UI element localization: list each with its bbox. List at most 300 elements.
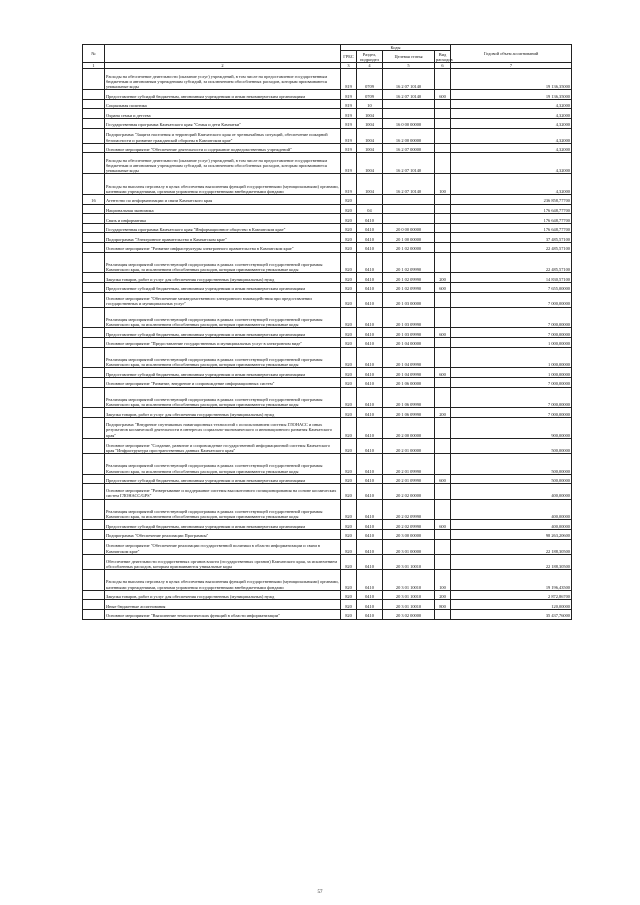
row-sum: 35 437,76000 <box>451 609 572 619</box>
row-grbs: 820 <box>341 214 357 224</box>
row-grbs: 820 <box>341 292 357 307</box>
row-vid <box>435 153 451 174</box>
row-razdel: 0410 <box>357 328 383 338</box>
row-sum: 4,32000 <box>451 109 572 119</box>
row-number <box>83 214 105 224</box>
row-razdel: 0410 <box>357 590 383 600</box>
row-grbs: 820 <box>341 539 357 554</box>
row-target <box>383 214 435 224</box>
row-vid: 200 <box>435 273 451 283</box>
row-grbs: 820 <box>341 307 357 328</box>
table-row <box>83 109 572 119</box>
row-name: Закупка товаров, работ и услуг для обеспечения государственных (муниципальных) нужд <box>105 273 341 283</box>
table-row <box>83 214 572 224</box>
row-grbs: 820 <box>341 454 357 475</box>
table-row <box>83 418 572 439</box>
index-cell: 2 <box>105 63 341 69</box>
row-vid: 600 <box>435 520 451 530</box>
row-sum: 7 655,00000 <box>451 282 572 292</box>
row-sum: 4,32000 <box>451 153 572 174</box>
table-row <box>83 242 572 252</box>
row-grbs: 820 <box>341 223 357 233</box>
index-cell: 1 <box>83 63 105 69</box>
row-sum: 1 000,00000 <box>451 338 572 348</box>
row-number <box>83 90 105 100</box>
row-vid <box>435 233 451 243</box>
row-razdel: 1004 <box>357 153 383 174</box>
row-target <box>383 99 435 109</box>
row-grbs: 819 <box>341 153 357 174</box>
row-number <box>83 530 105 540</box>
table-row <box>83 438 572 453</box>
row-target: 20 2 02 00000 <box>383 484 435 499</box>
row-razdel: 0410 <box>357 609 383 619</box>
row-razdel: 0410 <box>357 273 383 283</box>
row-number <box>83 418 105 439</box>
row-vid <box>435 418 451 439</box>
table-row <box>83 174 572 195</box>
row-number <box>83 99 105 109</box>
table-row <box>83 223 572 233</box>
index-cell: 7 <box>451 63 572 69</box>
table-row <box>83 273 572 283</box>
table-row <box>83 143 572 153</box>
row-vid: 600 <box>435 90 451 100</box>
row-target: 20 1 06 09990 <box>383 408 435 418</box>
row-name: Связь и информатика <box>105 214 341 224</box>
row-vid <box>435 378 451 388</box>
row-name: Предоставление субсидий бюджетным, автономным учреждениям и иным некоммерческим организациям <box>105 282 341 292</box>
header-name <box>105 45 341 63</box>
row-razdel: 0410 <box>357 252 383 273</box>
row-number <box>83 609 105 619</box>
row-vid <box>435 609 451 619</box>
table-row <box>83 590 572 600</box>
row-razdel: 0410 <box>357 378 383 388</box>
row-grbs: 820 <box>341 368 357 378</box>
row-name: Закупка товаров, работ и услуг для обеспечения государственных (муниципальных) нужд <box>105 408 341 418</box>
row-number <box>83 484 105 499</box>
row-razdel: 0410 <box>357 387 383 408</box>
row-number <box>83 520 105 530</box>
row-target: 20 1 02 09990 <box>383 282 435 292</box>
table-row <box>83 554 572 569</box>
table-row <box>83 233 572 243</box>
row-sum: 4,32000 <box>451 118 572 128</box>
table-row <box>83 328 572 338</box>
row-target: 20 1 03 09990 <box>383 328 435 338</box>
row-razdel: 1004 <box>357 118 383 128</box>
row-grbs: 819 <box>341 143 357 153</box>
row-sum: 120,00000 <box>451 600 572 610</box>
row-vid <box>435 242 451 252</box>
row-grbs: 819 <box>341 128 357 143</box>
row-sum: 176 648,77700 <box>451 204 572 214</box>
row-grbs: 820 <box>341 484 357 499</box>
row-number <box>83 387 105 408</box>
row-razdel: 0410 <box>357 539 383 554</box>
header-grbs: ГРБС <box>341 51 357 63</box>
row-target: 20 3 01 00000 <box>383 539 435 554</box>
row-sum: 22 188,30500 <box>451 554 572 569</box>
row-sum: 7 000,00000 <box>451 387 572 408</box>
table-row <box>83 118 572 128</box>
row-grbs: 819 <box>341 109 357 119</box>
row-name: Реализация мероприятий соответствующей подпрограммы в рамках соответствующей государственной программы Камчатского края, за исключением обособленных расходов, которым присваиваются уникальные коды <box>105 307 341 328</box>
index-cell: 6 <box>435 63 451 69</box>
row-grbs: 820 <box>341 408 357 418</box>
table-row <box>83 90 572 100</box>
table-row <box>83 609 572 619</box>
row-name: Предоставление субсидий бюджетным, автономным учреждениям и иным некоммерческим организациям <box>105 368 341 378</box>
row-target: 16 2 00 00000 <box>383 128 435 143</box>
table-row <box>83 408 572 418</box>
table-row <box>83 99 572 109</box>
row-sum: 4,32000 <box>451 143 572 153</box>
row-grbs: 820 <box>341 520 357 530</box>
table-row <box>83 474 572 484</box>
row-sum: 1 000,00000 <box>451 368 572 378</box>
row-sum: 900,00000 <box>451 418 572 439</box>
row-name: Иные бюджетные ассигнования <box>105 600 341 610</box>
table-row <box>83 520 572 530</box>
row-target: 20 3 01 10010 <box>383 600 435 610</box>
row-sum: 500,00000 <box>451 474 572 484</box>
row-razdel: 1004 <box>357 128 383 143</box>
row-grbs: 820 <box>341 569 357 590</box>
row-razdel: 0410 <box>357 338 383 348</box>
row-target: 20 2 02 09990 <box>383 499 435 520</box>
row-number <box>83 569 105 590</box>
row-name: Социальная политика <box>105 99 341 109</box>
row-grbs: 820 <box>341 347 357 368</box>
row-vid <box>435 223 451 233</box>
row-name: Реализация мероприятий соответствующей подпрограммы в рамках соответствующей государственной программы Камчатского края, за исключением обособленных расходов, которым присваиваются уникальные коды <box>105 347 341 368</box>
row-target: 20 2 01 09990 <box>383 474 435 484</box>
row-target: 20 1 04 09990 <box>383 347 435 368</box>
row-grbs: 820 <box>341 204 357 214</box>
row-sum: 176 648,77700 <box>451 223 572 233</box>
row-target: 20 3 01 10010 <box>383 554 435 569</box>
row-number <box>83 118 105 128</box>
row-grbs: 820 <box>341 328 357 338</box>
row-vid <box>435 204 451 214</box>
row-sum: 500,00000 <box>451 438 572 453</box>
row-vid <box>435 539 451 554</box>
row-razdel: 0410 <box>357 408 383 418</box>
row-name: Реализация мероприятий соответствующей подпрограммы в рамках соответствующей государственной программы Камчатского края, за исключением обособленных расходов, которым присваиваются уникальные коды <box>105 454 341 475</box>
row-number <box>83 69 105 90</box>
row-vid <box>435 109 451 119</box>
row-grbs: 819 <box>341 99 357 109</box>
row-sum: 98 263,20600 <box>451 530 572 540</box>
row-name: Национальная экономика <box>105 204 341 214</box>
row-razdel: 0410 <box>357 474 383 484</box>
row-vid <box>435 128 451 143</box>
row-name: Основное мероприятие "Создание, развитие и сопровождение государственной информационной системы Камчатского края "Инфраструктура пространственных данных Камчатского края" <box>105 438 341 453</box>
row-name: Подпрограмма "Электронное правительство в Камчатском крае" <box>105 233 341 243</box>
row-sum: 236 858,77700 <box>451 194 572 204</box>
row-target <box>383 109 435 119</box>
row-target: 20 2 00 00000 <box>383 418 435 439</box>
row-number <box>83 539 105 554</box>
row-name: Расходы на обеспечение деятельности (оказание услуг) учреждений, в том числе на предоставление государственным бюджетным и автономным учреждениям субсидий, за исключением обособленных расходов, которым присваиваются уникальные коды <box>105 153 341 174</box>
row-sum: 19 136,35000 <box>451 90 572 100</box>
row-name: Основное мероприятие "Обеспечение деятельности и содержание подведомственных учреждений" <box>105 143 341 153</box>
row-grbs: 820 <box>341 194 357 204</box>
row-target: 20 1 00 00000 <box>383 233 435 243</box>
row-sum: 37 485,57100 <box>451 233 572 243</box>
row-grbs: 820 <box>341 438 357 453</box>
row-vid: 600 <box>435 328 451 338</box>
row-name: Основное мероприятие "Развертывание и поддержание системы высокоточного позиционирования на основе космических систем ГЛОНАСС/GPS" <box>105 484 341 499</box>
row-sum: 2 872,86700 <box>451 590 572 600</box>
row-sum: 7 000,00000 <box>451 307 572 328</box>
row-razdel: 0410 <box>357 368 383 378</box>
row-razdel: 0410 <box>357 347 383 368</box>
row-grbs: 820 <box>341 418 357 439</box>
table-row <box>83 194 572 204</box>
row-number <box>83 347 105 368</box>
row-razdel: 0410 <box>357 499 383 520</box>
row-razdel: 0410 <box>357 233 383 243</box>
row-vid <box>435 143 451 153</box>
row-grbs: 820 <box>341 609 357 619</box>
index-cell: 5 <box>383 63 435 69</box>
row-name: Основное мероприятие "Обеспечение межведомственного электронного взаимодействия при предоставлении государственных и муниципальных услуг" <box>105 292 341 307</box>
row-number <box>83 307 105 328</box>
row-sum: 19 196,43500 <box>451 569 572 590</box>
row-number <box>83 223 105 233</box>
header-vid: Вид расходов <box>436 51 453 62</box>
row-grbs: 820 <box>341 590 357 600</box>
row-grbs: 819 <box>341 174 357 195</box>
table-row <box>83 368 572 378</box>
row-sum: 1 000,00000 <box>451 347 572 368</box>
row-number <box>83 174 105 195</box>
row-vid <box>435 347 451 368</box>
row-razdel: 0410 <box>357 484 383 499</box>
row-grbs: 820 <box>341 233 357 243</box>
row-number <box>83 338 105 348</box>
row-vid: 100 <box>435 174 451 195</box>
row-vid <box>435 530 451 540</box>
row-sum: 7 000,00000 <box>451 408 572 418</box>
table-row <box>83 307 572 328</box>
index-cell: 4 <box>357 63 383 69</box>
row-grbs: 820 <box>341 273 357 283</box>
row-vid <box>435 194 451 204</box>
row-grbs: 820 <box>341 600 357 610</box>
header-num: № <box>83 45 105 63</box>
page-number: 57 <box>317 890 323 895</box>
row-number <box>83 128 105 143</box>
row-grbs: 820 <box>341 338 357 348</box>
row-sum: 7 000,00000 <box>451 292 572 307</box>
row-name: Реализация мероприятий соответствующей подпрограммы в рамках соответствующей государственной программы Камчатского края, за исключением обособленных расходов, которым присваиваются уникальные коды <box>105 387 341 408</box>
row-vid <box>435 69 451 90</box>
row-target: 16 2 07 00000 <box>383 143 435 153</box>
row-name: Реализация мероприятий соответствующей подпрограммы в рамках соответствующей государственной программы Камчатского края, за исключением обособленных расходов, которым присваиваются уникальные коды <box>105 252 341 273</box>
table-row <box>83 569 572 590</box>
row-razdel: 0410 <box>357 530 383 540</box>
row-target: 20 2 01 09990 <box>383 454 435 475</box>
row-name: Основное мероприятие "Обеспечение реализации государственной политики в области информатизации и связи в Камчатском крае" <box>105 539 341 554</box>
row-vid <box>435 338 451 348</box>
row-target: 20 1 02 09990 <box>383 273 435 283</box>
budget-table <box>82 44 572 620</box>
row-target: 20 2 01 00000 <box>383 438 435 453</box>
row-vid <box>435 292 451 307</box>
row-number <box>83 328 105 338</box>
row-number <box>83 153 105 174</box>
row-razdel: 0410 <box>357 438 383 453</box>
row-number <box>83 600 105 610</box>
row-sum: 400,00000 <box>451 484 572 499</box>
row-razdel: 10 <box>357 99 383 109</box>
row-sum: 22 485,57100 <box>451 252 572 273</box>
row-razdel: 0410 <box>357 554 383 569</box>
row-vid: 600 <box>435 282 451 292</box>
row-razdel: 0410 <box>357 282 383 292</box>
row-razdel: 0410 <box>357 214 383 224</box>
table-row <box>83 600 572 610</box>
row-number <box>83 408 105 418</box>
row-target: 20 2 02 09990 <box>383 520 435 530</box>
row-vid: 600 <box>435 474 451 484</box>
row-grbs: 820 <box>341 378 357 388</box>
row-vid <box>435 438 451 453</box>
row-sum: 22 188,30500 <box>451 539 572 554</box>
row-razdel: 1004 <box>357 109 383 119</box>
row-grbs: 820 <box>341 387 357 408</box>
row-sum: 400,00000 <box>451 520 572 530</box>
row-vid: 800 <box>435 600 451 610</box>
row-grbs: 820 <box>341 252 357 273</box>
row-name: Предоставление субсидий бюджетным, автономным учреждениям и иным некоммерческим организациям <box>105 90 341 100</box>
row-grbs: 820 <box>341 242 357 252</box>
row-target: 20 1 03 09990 <box>383 307 435 328</box>
row-name: Основное мероприятие "Развитие инфраструктуры электронного правительства в Камчатском крае" <box>105 242 341 252</box>
row-grbs: 820 <box>341 530 357 540</box>
row-vid: 200 <box>435 408 451 418</box>
row-razdel: 0410 <box>357 600 383 610</box>
row-target <box>383 204 435 214</box>
row-target: 20 1 03 00000 <box>383 292 435 307</box>
table-row <box>83 499 572 520</box>
row-grbs: 820 <box>341 282 357 292</box>
row-target: 20 3 00 00000 <box>383 530 435 540</box>
row-target: 20 0 00 00000 <box>383 223 435 233</box>
row-sum: 19 136,35000 <box>451 69 572 90</box>
row-vid <box>435 499 451 520</box>
table-row <box>83 292 572 307</box>
header-target: Целевая статья <box>383 51 435 63</box>
row-razdel: 04 <box>357 204 383 214</box>
row-number <box>83 204 105 214</box>
row-sum: 7 000,00000 <box>451 328 572 338</box>
row-number <box>83 233 105 243</box>
row-razdel: 0410 <box>357 307 383 328</box>
row-vid: 600 <box>435 368 451 378</box>
row-number <box>83 242 105 252</box>
row-vid <box>435 307 451 328</box>
row-number <box>83 474 105 484</box>
row-razdel: 0410 <box>357 520 383 530</box>
row-number <box>83 368 105 378</box>
table-row <box>83 128 572 143</box>
row-number <box>83 109 105 119</box>
row-sum: 400,00000 <box>451 499 572 520</box>
row-grbs: 820 <box>341 474 357 484</box>
row-vid <box>435 118 451 128</box>
row-razdel: 0410 <box>357 569 383 590</box>
row-name: Охрана семьи и детства <box>105 109 341 119</box>
row-number <box>83 143 105 153</box>
row-name: Предоставление субсидий бюджетным, автономным учреждениям и иным некоммерческим организациям <box>105 520 341 530</box>
row-number <box>83 378 105 388</box>
row-vid <box>435 387 451 408</box>
row-vid: 100 <box>435 569 451 590</box>
row-name: Расходы на выплаты персоналу в целях обеспечения выполнения функций государственными (муниципальными) органами, казенными учреждениями, органами управления государственными внебюджетными фондами <box>105 174 341 195</box>
row-vid <box>435 99 451 109</box>
row-target: 16 2 07 10140 <box>383 153 435 174</box>
row-razdel <box>357 194 383 204</box>
row-razdel: 0709 <box>357 90 383 100</box>
row-sum: 4,32000 <box>451 99 572 109</box>
row-name: Основное мероприятие "Предоставление государственных и муниципальных услуг в электронном виде" <box>105 338 341 348</box>
row-sum: 176 648,77700 <box>451 214 572 224</box>
row-name: Подпрограмма "Внедрение спутниковых навигационных технологий с использованием системы ГЛОНАСС и иных результатов космической деятельности в интересах социально-экономического и инновационного развития Камчатского края" <box>105 418 341 439</box>
header-sum: Годовой объем ассигнований <box>451 45 572 63</box>
table-row <box>83 484 572 499</box>
table-row <box>83 530 572 540</box>
row-name: Закупка товаров, работ и услуг для обеспечения государственных (муниципальных) нужд <box>105 590 341 600</box>
table-row <box>83 378 572 388</box>
row-target: 20 1 02 09990 <box>383 252 435 273</box>
row-target: 16 2 07 10140 <box>383 174 435 195</box>
table-row <box>83 282 572 292</box>
row-number <box>83 438 105 453</box>
row-target: 16 2 07 10140 <box>383 69 435 90</box>
header-codes: Коды <box>341 45 451 51</box>
row-target <box>383 194 435 204</box>
row-number <box>83 252 105 273</box>
row-target: 20 1 06 00000 <box>383 378 435 388</box>
row-razdel: 0709 <box>357 69 383 90</box>
row-name: Основное мероприятие "Развитие, внедрение и сопровождение информационных систем" <box>105 378 341 388</box>
row-sum: 500,00000 <box>451 454 572 475</box>
row-target: 20 3 01 10010 <box>383 569 435 590</box>
row-vid <box>435 252 451 273</box>
table-body <box>83 69 572 619</box>
row-number <box>83 273 105 283</box>
table-row <box>83 347 572 368</box>
row-razdel: 0410 <box>357 454 383 475</box>
row-name: Предоставление субсидий бюджетным, автономным учреждениям и иным некоммерческим организациям <box>105 328 341 338</box>
row-target: 16 2 07 10140 <box>383 90 435 100</box>
row-name: Подпрограмма "Защита населения и территорий Камчатского края от чрезвычайных ситуаций, обеспечение пожарной безопасности и развитие гражданской обороны в Камчатском крае" <box>105 128 341 143</box>
row-target: 20 3 02 00000 <box>383 609 435 619</box>
row-razdel: 1004 <box>357 143 383 153</box>
row-name: Государственная программа Камчатского края "Информационное общество в Камчатском крае" <box>105 223 341 233</box>
row-vid <box>435 484 451 499</box>
row-grbs: 820 <box>341 499 357 520</box>
table-row <box>83 153 572 174</box>
row-name: Государственная программа Камчатского края "Семья и дети Камчатки" <box>105 118 341 128</box>
row-number: 16 <box>83 194 105 204</box>
row-sum: 7 000,00000 <box>451 378 572 388</box>
